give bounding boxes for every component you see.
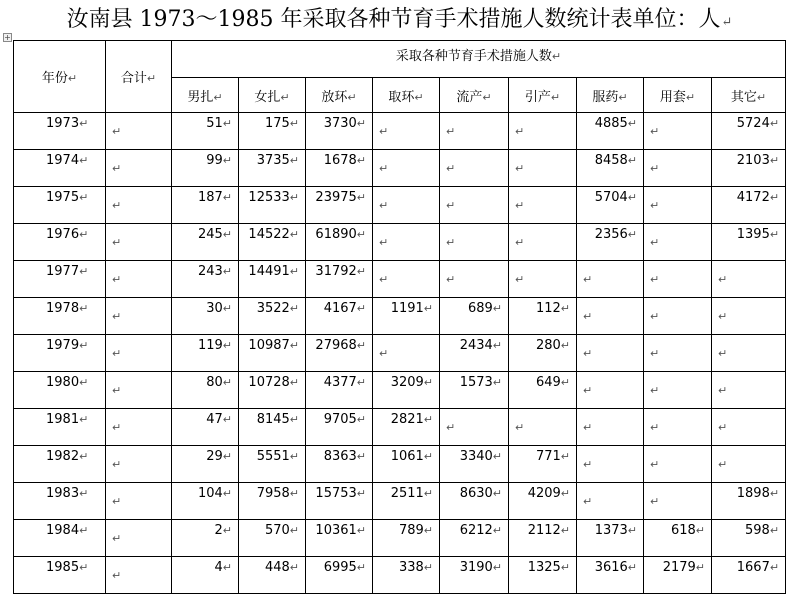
value-cell: 448↵ <box>239 557 306 594</box>
value-cell: ↵ <box>509 150 577 187</box>
subheader-cell: 流产↵ <box>440 78 509 113</box>
value-cell: ↵ <box>712 335 786 372</box>
header-year: 年份↵ <box>14 41 106 113</box>
value-cell: 119↵ <box>172 335 239 372</box>
value-cell: 1573↵ <box>440 372 509 409</box>
value-cell: 2↵ <box>172 520 239 557</box>
subheader-cell: 放环↵ <box>306 78 373 113</box>
value-cell: 1061↵ <box>373 446 440 483</box>
value-cell: 15753↵ <box>306 483 373 520</box>
table-row <box>14 335 786 372</box>
statistics-table <box>13 40 786 594</box>
value-cell: ↵ <box>644 298 712 335</box>
value-cell: ↵ <box>712 446 786 483</box>
value-cell: ↵ <box>712 261 786 298</box>
value-cell: 1373↵ <box>577 520 644 557</box>
value-cell: 649↵ <box>509 372 577 409</box>
total-cell: ↵ <box>106 150 172 187</box>
year-cell: 1976↵ <box>14 224 106 261</box>
value-cell: 10728↵ <box>239 372 306 409</box>
year-cell: 1974↵ <box>14 150 106 187</box>
value-cell: 771↵ <box>509 446 577 483</box>
value-cell: 104↵ <box>172 483 239 520</box>
value-cell: ↵ <box>440 187 509 224</box>
table-row <box>14 113 786 150</box>
value-cell: 27968↵ <box>306 335 373 372</box>
value-cell: 9705↵ <box>306 409 373 446</box>
value-cell: ↵ <box>644 113 712 150</box>
value-cell: 23975↵ <box>306 187 373 224</box>
year-cell: 1978↵ <box>14 298 106 335</box>
page-title-text: 汝南县 1973～1985 年采取各种节育手术措施人数统计表单位：人 <box>66 7 721 32</box>
value-cell: 5724↵ <box>712 113 786 150</box>
value-cell: ↵ <box>373 187 440 224</box>
page-title <box>0 3 799 37</box>
value-cell: 8145↵ <box>239 409 306 446</box>
value-cell: ↵ <box>509 187 577 224</box>
value-cell: ↵ <box>577 372 644 409</box>
value-cell: ↵ <box>712 298 786 335</box>
total-cell: ↵ <box>106 224 172 261</box>
value-cell: 14522↵ <box>239 224 306 261</box>
table-row <box>14 150 786 187</box>
table-row <box>14 409 786 446</box>
value-cell: 2821↵ <box>373 409 440 446</box>
value-cell: 789↵ <box>373 520 440 557</box>
value-cell: ↵ <box>577 335 644 372</box>
value-cell: 3730↵ <box>306 113 373 150</box>
value-cell: ↵ <box>644 335 712 372</box>
value-cell: 280↵ <box>509 335 577 372</box>
value-cell: 6995↵ <box>306 557 373 594</box>
value-cell: ↵ <box>577 446 644 483</box>
value-cell: 8630↵ <box>440 483 509 520</box>
subheader-cell: 男扎↵ <box>172 78 239 113</box>
value-cell: ↵ <box>644 150 712 187</box>
value-cell: 112↵ <box>509 298 577 335</box>
value-cell: 598↵ <box>712 520 786 557</box>
value-cell: ↵ <box>644 261 712 298</box>
value-cell: 570↵ <box>239 520 306 557</box>
value-cell: 689↵ <box>440 298 509 335</box>
value-cell: 1191↵ <box>373 298 440 335</box>
value-cell: 2112↵ <box>509 520 577 557</box>
value-cell: 3735↵ <box>239 150 306 187</box>
value-cell: 4↵ <box>172 557 239 594</box>
value-cell: ↵ <box>373 224 440 261</box>
value-cell: ↵ <box>373 150 440 187</box>
table-move-handle-icon[interactable]: + <box>4 33 11 42</box>
value-cell: ↵ <box>440 261 509 298</box>
value-cell: 7958↵ <box>239 483 306 520</box>
total-cell: ↵ <box>106 113 172 150</box>
total-cell: ↵ <box>106 446 172 483</box>
value-cell: 3616↵ <box>577 557 644 594</box>
value-cell: 2356↵ <box>577 224 644 261</box>
value-cell: ↵ <box>509 409 577 446</box>
subheader-cell: 引产↵ <box>509 78 577 113</box>
value-cell: 10987↵ <box>239 335 306 372</box>
subheader-cell: 其它↵ <box>712 78 786 113</box>
year-cell: 1981↵ <box>14 409 106 446</box>
paragraph-mark: ↵ <box>721 15 733 30</box>
value-cell: 175↵ <box>239 113 306 150</box>
total-cell: ↵ <box>106 520 172 557</box>
table-row <box>14 298 786 335</box>
value-cell: 187↵ <box>172 187 239 224</box>
value-cell: 1395↵ <box>712 224 786 261</box>
value-cell: 51↵ <box>172 113 239 150</box>
value-cell: ↵ <box>509 113 577 150</box>
value-cell: 2103↵ <box>712 150 786 187</box>
value-cell: 618↵ <box>644 520 712 557</box>
value-cell: 5551↵ <box>239 446 306 483</box>
value-cell: 6212↵ <box>440 520 509 557</box>
table-row <box>14 520 786 557</box>
value-cell: 61890↵ <box>306 224 373 261</box>
value-cell: 5704↵ <box>577 187 644 224</box>
value-cell: 3340↵ <box>440 446 509 483</box>
total-cell: ↵ <box>106 335 172 372</box>
subheader-cell: 取环↵ <box>373 78 440 113</box>
total-cell: ↵ <box>106 187 172 224</box>
value-cell: 243↵ <box>172 261 239 298</box>
value-cell: 1678↵ <box>306 150 373 187</box>
header-group: 采取各种节育手术措施人数↵ <box>172 41 786 78</box>
value-cell: 3522↵ <box>239 298 306 335</box>
value-cell: 47↵ <box>172 409 239 446</box>
table-row <box>14 557 786 594</box>
value-cell: ↵ <box>577 483 644 520</box>
subheader-cell: 用套↵ <box>644 78 712 113</box>
value-cell: ↵ <box>644 224 712 261</box>
value-cell: 4167↵ <box>306 298 373 335</box>
value-cell: 8363↵ <box>306 446 373 483</box>
value-cell: ↵ <box>644 372 712 409</box>
year-cell: 1984↵ <box>14 520 106 557</box>
table-row <box>14 483 786 520</box>
value-cell: ↵ <box>440 113 509 150</box>
value-cell: ↵ <box>644 409 712 446</box>
total-cell: ↵ <box>106 261 172 298</box>
value-cell: ↵ <box>644 187 712 224</box>
year-cell: 1975↵ <box>14 187 106 224</box>
year-cell: 1983↵ <box>14 483 106 520</box>
value-cell: 3209↵ <box>373 372 440 409</box>
value-cell: ↵ <box>577 409 644 446</box>
table-row <box>14 224 786 261</box>
year-cell: 1985↵ <box>14 557 106 594</box>
value-cell: 3190↵ <box>440 557 509 594</box>
value-cell: ↵ <box>509 224 577 261</box>
table-row <box>14 372 786 409</box>
total-cell: ↵ <box>106 298 172 335</box>
value-cell: 31792↵ <box>306 261 373 298</box>
value-cell: ↵ <box>577 261 644 298</box>
value-cell: ↵ <box>644 483 712 520</box>
value-cell: 4209↵ <box>509 483 577 520</box>
value-cell: 1898↵ <box>712 483 786 520</box>
value-cell: ↵ <box>373 113 440 150</box>
value-cell: ↵ <box>644 446 712 483</box>
value-cell: 4377↵ <box>306 372 373 409</box>
header-total: 合计↵ <box>106 41 172 113</box>
total-cell: ↵ <box>106 409 172 446</box>
table-row <box>14 446 786 483</box>
value-cell: ↵ <box>373 335 440 372</box>
value-cell: 2179↵ <box>644 557 712 594</box>
value-cell: ↵ <box>440 409 509 446</box>
total-cell: ↵ <box>106 557 172 594</box>
total-cell: ↵ <box>106 483 172 520</box>
value-cell: 2434↵ <box>440 335 509 372</box>
value-cell: 30↵ <box>172 298 239 335</box>
value-cell: 2511↵ <box>373 483 440 520</box>
value-cell: ↵ <box>440 224 509 261</box>
value-cell: ↵ <box>509 261 577 298</box>
value-cell: 4885↵ <box>577 113 644 150</box>
value-cell: 8458↵ <box>577 150 644 187</box>
value-cell: 12533↵ <box>239 187 306 224</box>
value-cell: 14491↵ <box>239 261 306 298</box>
value-cell: 245↵ <box>172 224 239 261</box>
subheader-cell: 服药↵ <box>577 78 644 113</box>
value-cell: ↵ <box>712 372 786 409</box>
value-cell: ↵ <box>577 298 644 335</box>
year-cell: 1980↵ <box>14 372 106 409</box>
value-cell: 10361↵ <box>306 520 373 557</box>
value-cell: 4172↵ <box>712 187 786 224</box>
value-cell: 99↵ <box>172 150 239 187</box>
value-cell: 29↵ <box>172 446 239 483</box>
year-cell: 1982↵ <box>14 446 106 483</box>
value-cell: 1667↵ <box>712 557 786 594</box>
total-cell: ↵ <box>106 372 172 409</box>
value-cell: ↵ <box>712 409 786 446</box>
year-cell: 1979↵ <box>14 335 106 372</box>
subheader-cell: 女扎↵ <box>239 78 306 113</box>
value-cell: 338↵ <box>373 557 440 594</box>
value-cell: 1325↵ <box>509 557 577 594</box>
value-cell: ↵ <box>373 261 440 298</box>
value-cell: 80↵ <box>172 372 239 409</box>
table-row <box>14 187 786 224</box>
value-cell: ↵ <box>440 150 509 187</box>
year-cell: 1977↵ <box>14 261 106 298</box>
table-row <box>14 261 786 298</box>
year-cell: 1973↵ <box>14 113 106 150</box>
